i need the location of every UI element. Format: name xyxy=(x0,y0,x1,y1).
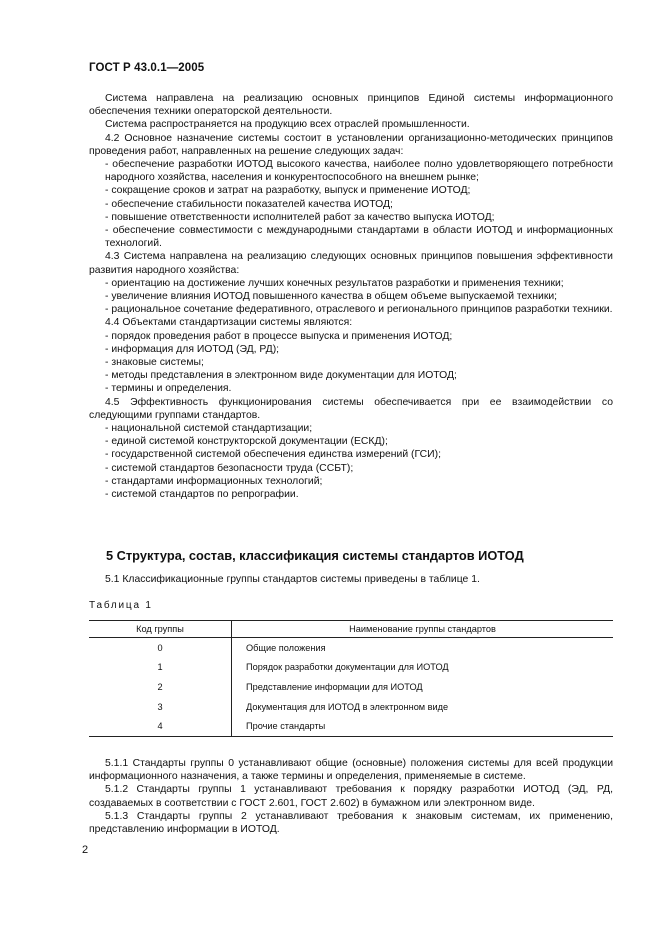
table-row xyxy=(89,677,613,697)
list-item: - сокращение сроков и затрат на разработку, выпуск и применение ИОТОД; xyxy=(105,185,471,197)
list-item: - знаковые системы; xyxy=(105,357,204,369)
main-text-block xyxy=(89,92,613,501)
cell-code: 2 xyxy=(89,677,232,697)
cell-name: Общие положения xyxy=(246,642,326,653)
list-item: - ориентацию на достижение лучших конечных результатов разработки и применения техники; xyxy=(105,277,564,289)
cell-name: Документация для ИОТОД в электронном виде xyxy=(246,701,449,712)
cell-name: Прочие стандарты xyxy=(232,716,614,736)
list-item: - национальной системой стандартизации; xyxy=(105,423,313,435)
list-item: - методы представления в электронном виде документации для ИОТОД; xyxy=(105,370,457,382)
list-item: - обеспечение совместимости с международными стандартами в области ИОТОД и информационных технологий. xyxy=(105,225,613,250)
list-item: - порядок проведения работ в процессе выпуска и применения ИОТОД; xyxy=(105,330,453,342)
cell-name: Порядок разработки документации для ИОТОД xyxy=(246,662,449,673)
list-item: - рациональное сочетание федеративного, отраслевого и регионального принципов разработки техники. xyxy=(105,304,613,316)
list-item: - увеличение влияния ИОТОД повышенного качества в общем объеме выпускаемой техники; xyxy=(105,291,558,303)
list-item: - стандартами информационных технологий; xyxy=(105,475,323,487)
paragraph: Система направлена на реализацию основных принципов Единой системы информационного обеспечения техники операторской деятельности. xyxy=(89,93,613,118)
list-item: - термины и определения. xyxy=(105,383,232,395)
paragraph: Система распространяется на продукцию всех отраслей промышленности. xyxy=(105,119,470,131)
section-5-title: 5 Структура, состав, классификация системы стандартов ИОТОД xyxy=(106,548,524,563)
list-item: - обеспечение разработки ИОТОД высокого качества, наиболее полно удовлетворяющего потребности народного хозяйства, населения и конкурентоспособного на внешнем рынке; xyxy=(105,159,613,184)
paragraph-4-4: 4.4 Объектами стандартизации системы являются: xyxy=(105,317,353,329)
table-caption: Таблица 1 xyxy=(89,600,153,611)
cell-name: Представление информации для ИОТОД xyxy=(246,681,423,692)
table-row xyxy=(89,658,613,678)
paragraph-4-5: 4.5 Эффективность функционирования системы обеспечивается при ее взаимодействии со следующими группами стандартов. xyxy=(89,396,613,421)
paragraph-4-3: 4.3 Система направлена на реализацию следующих основных принципов повышения эффективности развития народного хозяйства: xyxy=(89,251,613,276)
table-row xyxy=(89,716,613,736)
column-header-name: Наименование группы стандартов xyxy=(232,621,614,638)
list-item: - единой системой конструкторской документации (ЕСКД); xyxy=(105,436,388,448)
after-table-text xyxy=(89,757,613,836)
paragraph-5-1-2: 5.1.2 Стандарты группы 1 устанавливают требования к порядку разработки ИОТОД (ЭД, РД, создаваемых в соответствии с ГОСТ 2.601, ГОСТ 2.602) в бумажном или электронном виде. xyxy=(89,784,613,809)
list-item: - повышение ответственности исполнителей работ за качество выпуска ИОТОД; xyxy=(105,211,495,223)
list-item: - обеспечение стабильности показателей качества ИОТОД; xyxy=(105,198,393,210)
paragraph-4-2: 4.2 Основное назначение системы состоит в установлении организационно-методических принципов проведения работ, направленных на решение следующих задач: xyxy=(89,132,613,157)
table-row xyxy=(89,697,613,717)
cell-code: 1 xyxy=(89,658,232,678)
cell-code: 3 xyxy=(89,697,232,717)
list-item: - системой стандартов безопасности труда (ССБТ); xyxy=(105,462,354,474)
list-item: - информация для ИОТОД (ЭД, РД); xyxy=(105,343,280,355)
section-5-intro xyxy=(89,573,613,586)
paragraph-5-1-3: 5.1.3 Стандарты группы 2 устанавливают требования к знаковым системам, их применению, представлению информации в ИОТОД. xyxy=(89,810,613,836)
column-header-code: Код группы xyxy=(89,621,232,638)
paragraph-5-1: 5.1 Классификационные группы стандартов системы приведены в таблице 1. xyxy=(105,574,480,585)
page-number: 2 xyxy=(82,844,89,856)
table-header-row xyxy=(89,621,613,638)
document-header: ГОСТ Р 43.0.1—2005 xyxy=(89,62,205,74)
list-item: - государственной системой обеспечения единства измерений (ГСИ); xyxy=(105,449,441,461)
paragraph-5-1-1: 5.1.1 Стандарты группы 0 устанавливают общие (основные) положения системы для всей продукции информационного назначения, а также термины и определения, применяемые в системе. xyxy=(89,758,613,783)
classification-table xyxy=(89,620,613,737)
cell-code: 0 xyxy=(89,638,232,658)
cell-code: 4 xyxy=(89,716,232,736)
table-row xyxy=(89,638,613,658)
list-item: - системой стандартов по репрографии. xyxy=(105,489,299,501)
